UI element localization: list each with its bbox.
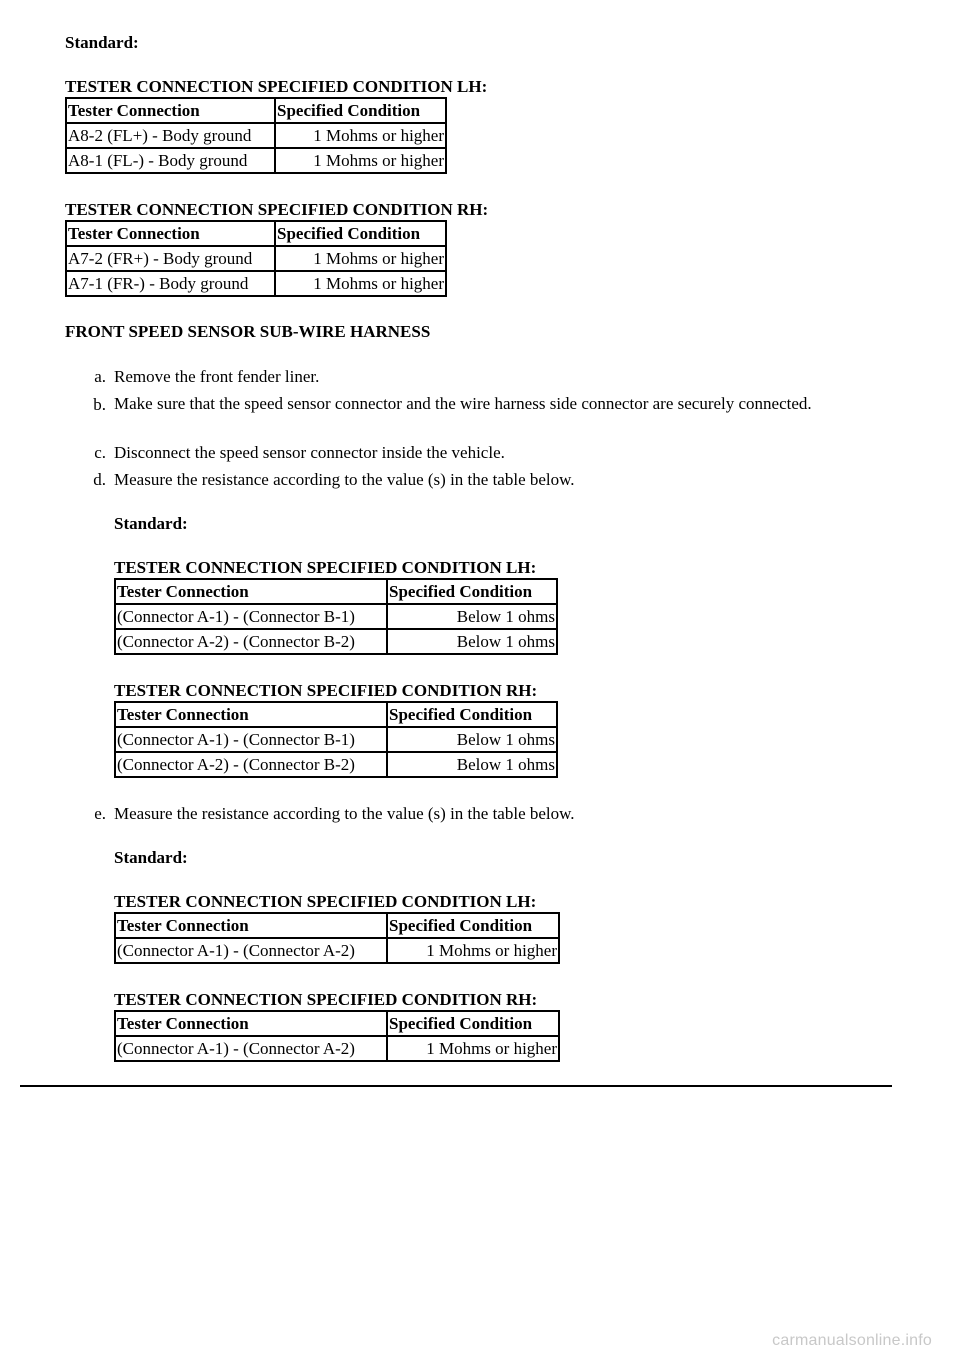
table-header-row (115, 702, 557, 727)
tester-connection-cell: A7-2 (FR+) - Body ground (66, 246, 275, 271)
table-row (115, 938, 559, 963)
lh-table-heading: TESTER CONNECTION SPECIFIED CONDITION LH: (114, 892, 537, 911)
specified-condition-cell: Below 1 ohms (387, 727, 557, 752)
column-header-tester-connection: Tester Connection (66, 221, 275, 246)
step-text: Measure the resistance according to the value (s) in the table below. (114, 804, 575, 823)
tester-connection-cell: (Connector A-2) - (Connector B-2) (115, 752, 387, 777)
table-header-row (115, 1011, 559, 1036)
specified-condition-cell: Below 1 ohms (387, 629, 557, 654)
lh-table-heading: TESTER CONNECTION SPECIFIED CONDITION LH: (65, 77, 488, 96)
spec-table-lh (114, 912, 560, 964)
horizontal-divider (20, 1085, 892, 1087)
tester-connection-cell: A7-1 (FR-) - Body ground (66, 271, 275, 296)
column-header-specified-condition: Specified Condition (275, 221, 446, 246)
table-row (66, 148, 446, 173)
table-row (66, 271, 446, 296)
specified-condition-cell: 1 Mohms or higher (387, 1036, 559, 1061)
spec-table-rh (114, 1010, 560, 1062)
step-marker: d. (93, 470, 106, 489)
specified-condition-cell: 1 Mohms or higher (275, 148, 446, 173)
table-header-row (66, 221, 446, 246)
table-header-row (66, 98, 446, 123)
column-header-tester-connection: Tester Connection (66, 98, 275, 123)
column-header-tester-connection: Tester Connection (115, 702, 387, 727)
column-header-specified-condition: Specified Condition (387, 579, 557, 604)
standard-label: Standard: (114, 514, 188, 533)
tester-connection-cell: A8-1 (FL-) - Body ground (66, 148, 275, 173)
tester-connection-cell: (Connector A-2) - (Connector B-2) (115, 629, 387, 654)
spec-table-rh (114, 701, 558, 778)
rh-table-heading: TESTER CONNECTION SPECIFIED CONDITION RH: (114, 681, 538, 700)
tester-connection-cell: (Connector A-1) - (Connector A-2) (115, 1036, 387, 1061)
tester-connection-cell: A8-2 (FL+) - Body ground (66, 123, 275, 148)
table-row (115, 1036, 559, 1061)
table-row (66, 246, 446, 271)
specified-condition-cell: 1 Mohms or higher (275, 246, 446, 271)
tester-connection-cell: (Connector A-1) - (Connector B-1) (115, 604, 387, 629)
lh-table-heading: TESTER CONNECTION SPECIFIED CONDITION LH: (114, 558, 537, 577)
spec-table-lh (65, 97, 447, 174)
spec-table-rh (65, 220, 447, 297)
step-text: Remove the front fender liner. (114, 367, 320, 386)
standard-label: Standard: (65, 33, 139, 52)
table-row (115, 604, 557, 629)
rh-table-heading: TESTER CONNECTION SPECIFIED CONDITION RH: (65, 200, 489, 219)
step-text: Measure the resistance according to the value (s) in the table below. (114, 470, 575, 489)
step-text: Make sure that the speed sensor connector and the wire harness side connector are securely connected. (114, 394, 812, 413)
watermark: carmanualsonline.info (772, 1332, 932, 1349)
table-header-row (115, 579, 557, 604)
step-marker: b. (93, 395, 106, 414)
column-header-tester-connection: Tester Connection (115, 579, 387, 604)
specified-condition-cell: Below 1 ohms (387, 752, 557, 777)
spec-table-lh (114, 578, 558, 655)
standard-label: Standard: (114, 848, 188, 867)
table-row (115, 727, 557, 752)
column-header-tester-connection: Tester Connection (115, 1011, 387, 1036)
column-header-specified-condition: Specified Condition (387, 913, 559, 938)
section-title: FRONT SPEED SENSOR SUB-WIRE HARNESS (65, 322, 431, 341)
table-row (115, 752, 557, 777)
step-marker: a. (94, 367, 106, 386)
step-marker: e. (94, 804, 106, 823)
step-marker: c. (94, 443, 106, 462)
specified-condition-cell: Below 1 ohms (387, 604, 557, 629)
table-row (115, 629, 557, 654)
column-header-specified-condition: Specified Condition (387, 1011, 559, 1036)
column-header-specified-condition: Specified Condition (387, 702, 557, 727)
table-header-row (115, 913, 559, 938)
specified-condition-cell: 1 Mohms or higher (387, 938, 559, 963)
column-header-tester-connection: Tester Connection (115, 913, 387, 938)
specified-condition-cell: 1 Mohms or higher (275, 123, 446, 148)
rh-table-heading: TESTER CONNECTION SPECIFIED CONDITION RH: (114, 990, 538, 1009)
tester-connection-cell: (Connector A-1) - (Connector B-1) (115, 727, 387, 752)
column-header-specified-condition: Specified Condition (275, 98, 446, 123)
tester-connection-cell: (Connector A-1) - (Connector A-2) (115, 938, 387, 963)
specified-condition-cell: 1 Mohms or higher (275, 271, 446, 296)
step-text: Disconnect the speed sensor connector inside the vehicle. (114, 443, 505, 462)
table-row (66, 123, 446, 148)
